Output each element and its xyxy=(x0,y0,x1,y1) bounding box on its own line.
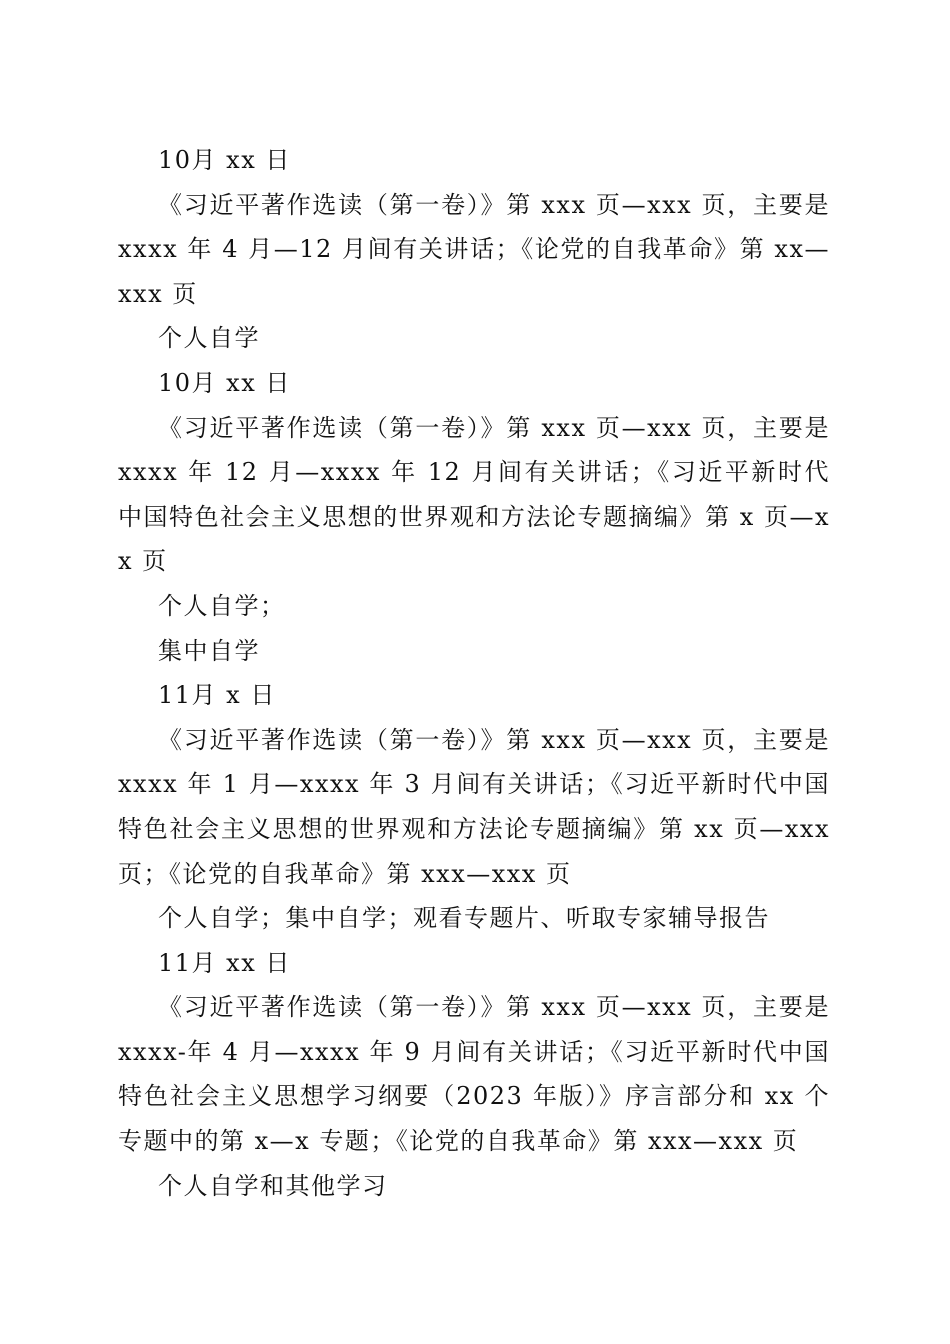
study-method: 个人自学；集中自学；观看专题片、听取专家辅导报告 xyxy=(158,904,770,933)
date-heading: 11月 xx 日 xyxy=(158,948,291,977)
date-heading: 10月 xx 日 xyxy=(158,146,291,174)
reading-content: 《习近平著作选读（第一卷）》第 xxx 页—xxx 页，主要是 xxxx-年 4 月—xxxx 年 9 月间有关讲话；《习近平新时代中国特色社会主义思想学习纲要（2023 年版）》序言部分和 xx 个专题中的第 x—x 专题；《论党的自我革命》第 xxx—xxx 页 xyxy=(118,993,830,1156)
reading-content: 《习近平著作选读（第一卷）》第 xxx 页—xxx 页，主要是 xxxx 年 4 月—12 月间有关讲话；《论党的自我革命》第 xx—xxx 页 xyxy=(118,190,830,308)
study-method: 个人自学； xyxy=(158,591,286,620)
date-heading: 10月 xx 日 xyxy=(158,368,291,397)
reading-content: 《习近平著作选读（第一卷）》第 xxx 页—xxx 页，主要是 xxxx 年 12 月—xxxx 年 12 月间有关讲话；《习近平新时代中国特色社会主义思想的世界观和方法论专题摘编》第 x 页—xx 页 xyxy=(118,413,830,576)
reading-content: 《习近平著作选读（第一卷）》第 xxx 页—xxx 页，主要是 xxxx 年 1 月—xxxx 年 3 月间有关讲话；《习近平新时代中国特色社会主义思想的世界观和方法论专题摘编》第 xx 页—xxx 页；《论党的自我革命》第 xxx—xxx 页 xyxy=(118,725,830,888)
study-method: 个人自学和其他学习 xyxy=(158,1171,388,1200)
study-method: 个人自学 xyxy=(158,324,260,353)
date-heading: 11月 x 日 xyxy=(158,681,276,710)
study-method: 集中自学 xyxy=(158,636,260,665)
document-body xyxy=(118,138,830,1208)
